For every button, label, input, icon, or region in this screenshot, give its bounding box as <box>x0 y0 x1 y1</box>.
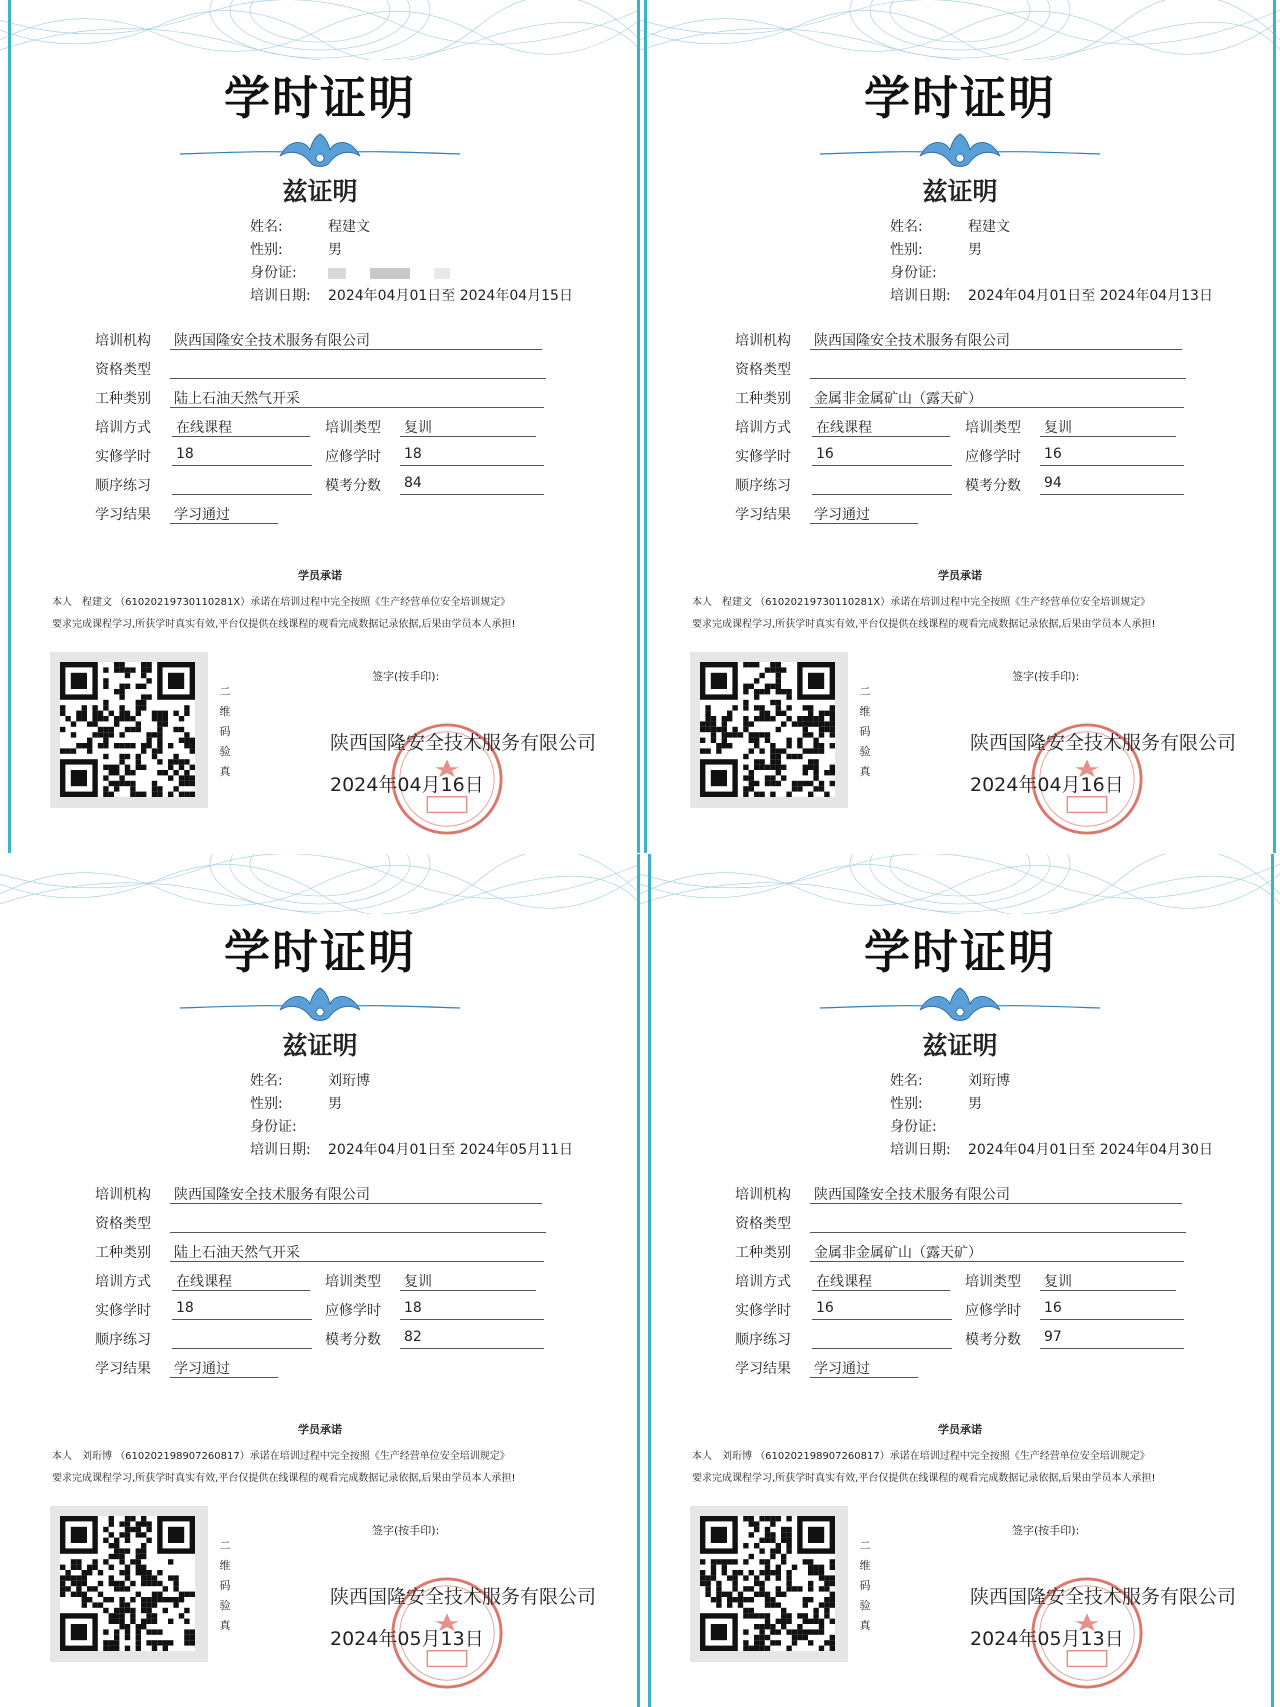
field-practice: 顺序练习 模考分数 82 <box>0 1327 640 1356</box>
info-gender: 性别: 男 <box>890 1096 982 1112</box>
field-qualification: 资格类型 <box>0 357 640 386</box>
issuer-company: 陕西国隆安全技术服务有限公司 <box>330 732 597 754</box>
info-gender: 性别: 男 <box>250 1096 342 1112</box>
issue-date: 2024年04月16日 <box>330 774 484 796</box>
field-result: 学习结果 学习通过 <box>640 502 1280 531</box>
info-id: 身份证: <box>890 265 937 281</box>
field-job-category: 工种类别 陆上石油天然气开采 <box>0 1240 640 1269</box>
certificate-title: 学时证明 <box>864 925 1056 979</box>
student-info <box>250 1070 573 1162</box>
border-left <box>648 854 651 1707</box>
student-info <box>890 216 1213 308</box>
field-hours: 实修学时 16 应修学时 16 <box>640 1298 1280 1327</box>
training-fields <box>640 328 1280 531</box>
info-id: 身份证: <box>250 1119 297 1135</box>
signature-label: 签字(按手印): <box>1012 1524 1080 1537</box>
field-qualification: 资格类型 <box>640 1211 1280 1240</box>
field-org: 培训机构 陕西国隆安全技术服务有限公司 <box>640 328 1280 357</box>
border-left <box>8 0 11 853</box>
qr-code-icon[interactable] <box>50 652 208 808</box>
ornament-divider <box>820 982 1100 1026</box>
field-job-category: 工种类别 陆上石油天然气开采 <box>0 386 640 415</box>
certificate-2 <box>640 0 1280 853</box>
field-org: 培训机构 陕西国隆安全技术服务有限公司 <box>0 1182 640 1211</box>
issue-date: 2024年05月13日 <box>970 1628 1124 1650</box>
info-training-date: 培训日期: 2024年04月01日至 2024年05月11日 <box>250 1142 573 1158</box>
field-org: 培训机构 陕西国隆安全技术服务有限公司 <box>0 328 640 357</box>
pledge-text: 本人 刘珩博 （610202198907260817）承诺在培训过程中完全按照《生产经营单位安全培训规定》 要求完成课程学习,所获学时真实有效,平台仅提供在线课程的观看完成数据记录依据,后果由学员本人承担! <box>692 1451 1156 1484</box>
pledge-title: 学员承诺 <box>938 1423 982 1436</box>
guilloche-pattern <box>640 854 1280 914</box>
student-info <box>250 216 573 308</box>
field-hours: 实修学时 18 应修学时 18 <box>0 1298 640 1327</box>
qr-code-icon[interactable] <box>690 652 848 808</box>
training-fields <box>640 1182 1280 1385</box>
pledge-text: 本人 程建文 （61020219730110281X）承诺在培训过程中完全按照《生产经营单位安全培训规定》 要求完成课程学习,所获学时真实有效,平台仅提供在线课程的观看完成数据记录依据,后果由学员本人承担! <box>692 597 1156 630</box>
field-practice: 顺序练习 模考分数 97 <box>640 1327 1280 1356</box>
info-gender: 性别: 男 <box>890 242 982 258</box>
qr-caption: 二 维 码 验 真 <box>859 1539 871 1632</box>
certificate-title: 学时证明 <box>224 925 416 979</box>
training-fields <box>0 1182 640 1385</box>
guilloche-pattern <box>0 854 640 914</box>
border-right <box>1271 854 1274 1707</box>
certificate-3 <box>0 854 640 1707</box>
signature-label: 签字(按手印): <box>1012 670 1080 683</box>
field-org: 培训机构 陕西国隆安全技术服务有限公司 <box>640 1182 1280 1211</box>
field-hours: 实修学时 18 应修学时 18 <box>0 444 640 473</box>
field-qualification: 资格类型 <box>0 1211 640 1240</box>
training-fields <box>0 328 640 531</box>
qr-caption: 二 维 码 验 真 <box>219 1539 231 1632</box>
info-training-date: 培训日期: 2024年04月01日至 2024年04月13日 <box>890 288 1213 304</box>
certificate-subtitle: 兹证明 <box>922 177 998 206</box>
pledge-title: 学员承诺 <box>938 569 982 582</box>
field-method: 培训方式 在线课程 培训类型 复训 <box>640 1269 1280 1298</box>
qr-code-icon[interactable] <box>690 1506 848 1662</box>
issuer-company: 陕西国隆安全技术服务有限公司 <box>330 1586 597 1608</box>
pledge-title: 学员承诺 <box>298 569 342 582</box>
issuer-company: 陕西国隆安全技术服务有限公司 <box>970 732 1237 754</box>
qr-pattern <box>700 1516 838 1652</box>
field-result: 学习结果 学习通过 <box>0 502 640 531</box>
qr-caption: 二 维 码 验 真 <box>859 685 871 778</box>
field-job-category: 工种类别 金属非金属矿山（露天矿） <box>640 1240 1280 1269</box>
guilloche-pattern <box>640 0 1280 60</box>
field-practice: 顺序练习 模考分数 84 <box>0 473 640 502</box>
certificate-subtitle: 兹证明 <box>922 1031 998 1060</box>
issue-date: 2024年05月13日 <box>330 1628 484 1650</box>
field-practice: 顺序练习 模考分数 94 <box>640 473 1280 502</box>
student-info <box>890 1070 1213 1162</box>
border-right <box>1273 0 1276 853</box>
info-training-date: 培训日期: 2024年04月01日至 2024年04月30日 <box>890 1142 1213 1158</box>
issue-date: 2024年04月16日 <box>970 774 1124 796</box>
qr-pattern <box>700 662 838 798</box>
ornament-divider <box>820 128 1100 172</box>
field-method: 培训方式 在线课程 培训类型 复训 <box>0 1269 640 1298</box>
qr-code-icon[interactable] <box>50 1506 208 1662</box>
field-method: 培训方式 在线课程 培训类型 复训 <box>640 415 1280 444</box>
certificate-title: 学时证明 <box>864 71 1056 125</box>
info-id: 身份证: <box>890 1119 937 1135</box>
field-qualification: 资格类型 <box>640 357 1280 386</box>
qr-pattern <box>60 662 198 798</box>
certificate-subtitle: 兹证明 <box>282 1031 358 1060</box>
signature-label: 签字(按手印): <box>372 670 440 683</box>
redacted-id <box>328 268 346 279</box>
certificate-title: 学时证明 <box>224 71 416 125</box>
qr-pattern <box>60 1516 198 1652</box>
border-left <box>644 0 647 853</box>
ornament-divider <box>180 128 460 172</box>
info-gender: 性别: 男 <box>250 242 342 258</box>
field-result: 学习结果 学习通过 <box>640 1356 1280 1385</box>
pledge-text: 本人 程建文 （61020219730110281X）承诺在培训过程中完全按照《生产经营单位安全培训规定》 要求完成课程学习,所获学时真实有效,平台仅提供在线课程的观看完成数据记录依据,后果由学员本人承担! <box>52 597 516 630</box>
pledge-title: 学员承诺 <box>298 1423 342 1436</box>
field-hours: 实修学时 16 应修学时 16 <box>640 444 1280 473</box>
info-name: 姓名: 程建文 <box>890 219 1010 235</box>
info-name: 姓名: 程建文 <box>250 219 370 235</box>
certificate-4 <box>640 854 1280 1707</box>
signature-label: 签字(按手印): <box>372 1524 440 1537</box>
field-method: 培训方式 在线课程 培训类型 复训 <box>0 415 640 444</box>
info-name: 姓名: 刘珩博 <box>250 1073 370 1089</box>
certificate-subtitle: 兹证明 <box>282 177 358 206</box>
ornament-divider <box>180 982 460 1026</box>
field-job-category: 工种类别 金属非金属矿山（露天矿） <box>640 386 1280 415</box>
certificate-1 <box>0 0 640 853</box>
info-id: 身份证: <box>250 262 573 285</box>
guilloche-pattern <box>0 0 640 60</box>
qr-caption: 二 维 码 验 真 <box>219 685 231 778</box>
pledge-text: 本人 刘珩博 （610202198907260817）承诺在培训过程中完全按照《生产经营单位安全培训规定》 要求完成课程学习,所获学时真实有效,平台仅提供在线课程的观看完成数据记录依据,后果由学员本人承担! <box>52 1451 516 1484</box>
info-training-date: 培训日期: 2024年04月01日至 2024年04月15日 <box>250 288 573 304</box>
issuer-company: 陕西国隆安全技术服务有限公司 <box>970 1586 1237 1608</box>
field-result: 学习结果 学习通过 <box>0 1356 640 1385</box>
info-name: 姓名: 刘珩博 <box>890 1073 1010 1089</box>
